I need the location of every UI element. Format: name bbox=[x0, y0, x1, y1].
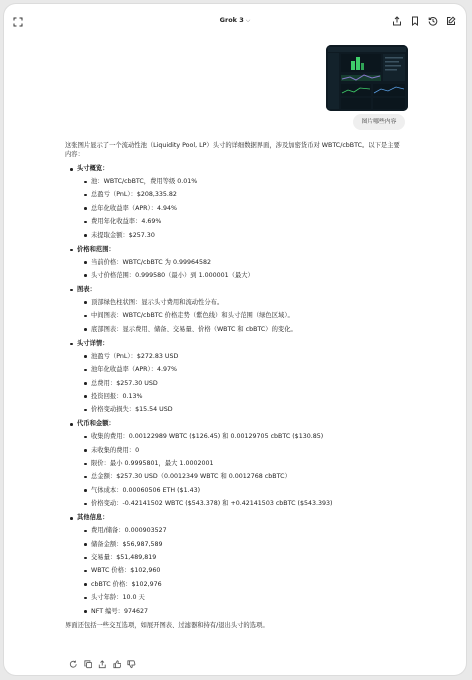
thumbs-up-icon[interactable] bbox=[113, 660, 122, 669]
regenerate-icon[interactable] bbox=[69, 660, 78, 669]
history-icon[interactable] bbox=[428, 16, 438, 26]
section bbox=[65, 285, 405, 334]
section bbox=[65, 513, 405, 615]
section bbox=[65, 164, 405, 240]
section bbox=[65, 419, 405, 508]
user-message-text: 图片哪些内容 bbox=[361, 119, 397, 125]
bookmark-icon[interactable] bbox=[410, 16, 420, 26]
top-bar bbox=[4, 4, 466, 40]
section-title: 其他信息： bbox=[77, 514, 109, 522]
list-item: 储备金额：$56,987,589 bbox=[77, 540, 405, 549]
list-item: NFT 编号：974627 bbox=[77, 607, 405, 616]
list-item: 头寸年龄：10.0 天 bbox=[77, 593, 405, 602]
list-item: 顶部绿色柱状图：显示头寸费用和流动性分布。 bbox=[77, 298, 405, 307]
section bbox=[65, 245, 405, 280]
list-item: 总费用：$257.30 USD bbox=[77, 379, 405, 388]
list-item: 未收集的费用：0 bbox=[77, 446, 405, 455]
list-item: 头寸价格范围：0.999580（最小）到 1.000001（最大） bbox=[77, 271, 405, 280]
list-item: 当前价格：WBTC/cbBTC 为 0.99964582 bbox=[77, 258, 405, 267]
response-intro: 这张图片显示了一个流动性池（Liquidity Pool, LP）头寸的详细数据界面，涉及加密货币对 WBTC/cbBTC。以下是主要内容： bbox=[65, 142, 400, 158]
list-item: 价格变动损失：$15.54 USD bbox=[77, 405, 405, 414]
model-name: Grok 3 bbox=[219, 16, 244, 24]
list-item: 收集的费用：0.00122989 WBTC ($126.45) 和 0.00129705 cbBTC ($130.85) bbox=[77, 432, 405, 441]
thumbs-down-icon[interactable] bbox=[127, 660, 136, 669]
list-item: 中间图表：WBTC/cbBTC 价格走势（紫色线）和头寸范围（绿色区域）。 bbox=[77, 311, 405, 320]
section-title: 图表： bbox=[77, 285, 96, 293]
response-actions bbox=[69, 660, 136, 669]
list-item: 池盈亏（PnL）：$272.83 USD bbox=[77, 352, 405, 361]
section-title: 价格和范围： bbox=[77, 245, 115, 253]
list-item: 底部图表：显示费用、储备、交易量、价格（WBTC 和 cbBTC）的变化。 bbox=[77, 325, 405, 334]
image-caption-bubble bbox=[353, 114, 405, 130]
response-outro: 界面还包括一些交互选项，如展开图表、过滤器和持有/退出头寸的选项。 bbox=[65, 621, 269, 629]
section bbox=[65, 339, 405, 415]
attached-image-thumbnail[interactable] bbox=[326, 45, 408, 111]
app-window bbox=[4, 4, 466, 675]
list-item: 未提取金额：$257.30 bbox=[77, 231, 405, 240]
section-title: 代币和金额： bbox=[77, 420, 115, 428]
response-sections bbox=[65, 164, 405, 616]
list-item: 限价：最小 0.9995801，最大 1.0002001 bbox=[77, 459, 405, 468]
list-item: 交易量：$51,489,819 bbox=[77, 553, 405, 562]
edit-icon[interactable] bbox=[446, 16, 456, 26]
dashboard-screenshot-image bbox=[326, 45, 408, 111]
list-item: 总年化收益率（APR）：4.94% bbox=[77, 204, 405, 213]
assistant-response bbox=[65, 141, 405, 630]
list-item: 总金额：$257.30 USD（0.0012349 WBTC 和 0.0012768 cbBTC） bbox=[77, 472, 405, 481]
list-item: 气体成本：0.00060506 ETH ($1.43) bbox=[77, 486, 405, 495]
section-title: 头寸概览： bbox=[77, 165, 109, 172]
list-item: 投资回报：0.13% bbox=[77, 392, 405, 401]
section-title: 头寸详情： bbox=[77, 339, 109, 347]
list-item: 费用/储备：0.000903527 bbox=[77, 526, 405, 535]
share-icon[interactable] bbox=[98, 660, 107, 669]
list-item: cbBTC 价格：$102,976 bbox=[77, 580, 405, 589]
list-item: 总盈亏（PnL）：$208,335.82 bbox=[77, 190, 405, 199]
list-item: WBTC 价格：$102,960 bbox=[77, 566, 405, 575]
list-item: 价格变动：-0.42141502 WBTC ($543.378) 和 +0.42141503 cbBTC ($543.393) bbox=[77, 499, 405, 508]
list-item: 费用年化收益率：4.69% bbox=[77, 217, 405, 226]
chevron-down-icon: ⌵ bbox=[245, 17, 251, 24]
copy-icon[interactable] bbox=[84, 660, 93, 669]
list-item: 池：WBTC/cbBTC，费用等级 0.01% bbox=[77, 177, 405, 186]
list-item: 池年化收益率（APR）：4.97% bbox=[77, 365, 405, 374]
share-icon[interactable] bbox=[392, 16, 402, 26]
